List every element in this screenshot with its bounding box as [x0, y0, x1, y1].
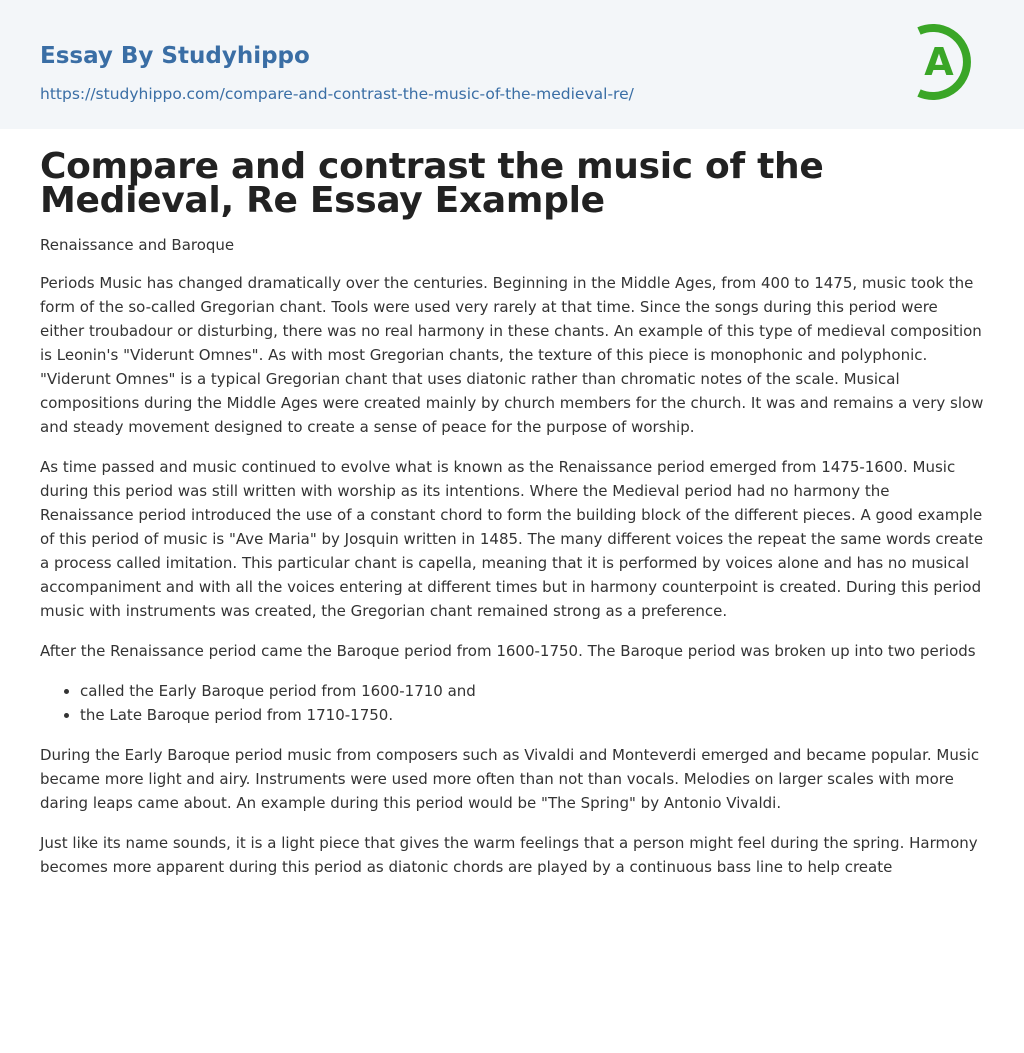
article-subtitle: Renaissance and Baroque: [40, 236, 235, 254]
site-brand[interactable]: Essay By Studyhippo: [40, 43, 310, 69]
paragraph: Periods Music has changed dramatically over the centuries. Beginning in the Middle Ages, from 400 to 1475, music took the form of the so-called Gregorian chant. Tools were used very rarely at that time. Since the songs during this period were either troubadour or disturbing, there was no real harmony in these chants. An example of this type of medieval composition is Leonin's "Viderunt Omnes". As with most Gregorian chants, the texture of this piece is monophonic and polyphonic. "Viderunt Omnes" is a typical Gregorian chant that uses diatonic rather than chromatic notes of the scale. Musical compositions during the Middle Ages were created mainly by church members for the church. It was and remains a very slow and steady movement designed to create a sense of peace for the purpose of worship.: [40, 274, 984, 436]
paragraph: As time passed and music continued to evolve what is known as the Renaissance period emerged from 1475-1600. Music during this period was still written with worship as its intentions. Where the Medieval period had no harmony the Renaissance period introduced the use of a constant chord to form the building block of the different pieces. A good example of this period of music is "Ave Maria" by Josquin written in 1485. The many different voices the repeat the same words create a process called imitation. This particular chant is capella, meaning that it is performed by voices alone and has no musical accompaniment and with all the voices entering at different times but in harmony counterpoint is created. During this period music with instruments was created, the Gregorian chant remained strong as a preference.: [40, 458, 984, 620]
bullet-list: [40, 679, 984, 727]
page-title: Compare and contrast the music of the Medieval, Re Essay Example: [40, 146, 824, 221]
paragraph: After the Renaissance period came the Baroque period from 1600-1750. The Baroque period was broken up into two periods: [40, 642, 976, 660]
logo-letter: A: [924, 40, 954, 84]
page-url-link[interactable]: https://studyhippo.com/compare-and-contrast-the-music-of-the-medieval-re/: [40, 85, 634, 103]
paragraph: Just like its name sounds, it is a light piece that gives the warm feelings that a person might feel during the spring. Harmony becomes more apparent during this period as diatonic chords are played by a continuous bass line to help create: [40, 834, 978, 876]
list-item: • called the Early Baroque period from 1600-1710 and: [80, 679, 984, 703]
list-item: • the Late Baroque period from 1710-1750.: [80, 703, 984, 727]
paragraph: During the Early Baroque period music from composers such as Vivaldi and Monteverdi emerged and became popular. Music became more light and airy. Instruments were used more often than not than vocals. Melodies on larger scales with more daring leaps came about. An example during this period would be "The Spring" by Antonio Vivaldi.: [40, 746, 980, 812]
